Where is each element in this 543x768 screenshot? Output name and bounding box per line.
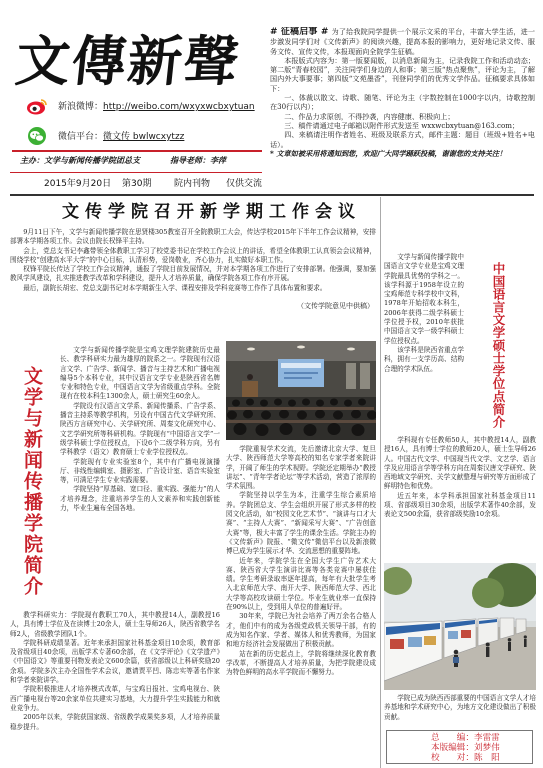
masters-paragraph: 该学科是陕西省重点学科，拥有一支学历高、结构合理的学术队伍。: [384, 345, 464, 373]
issue-number: 第30期: [122, 179, 152, 189]
host-organization: 主办：文学与新闻传播学院团总支: [20, 156, 140, 165]
weibo-logo-icon: [26, 97, 48, 115]
wechat-account: 微文传 bwlwcxytzz: [103, 132, 185, 142]
call-rule: 二、作品力求原创，不得抄袭，内容健康、积极向上；: [284, 111, 455, 121]
credits-box: [386, 730, 533, 764]
host-divider: [10, 172, 262, 173]
lead-paragraph: 9月11日下午，文学与新闻传播学院在思贤楼305教室召开全院教职工大会，传达学校2015年下半年工作会议精神，安排部署本学期各项工作。会议由院长权锋平主持。: [10, 228, 376, 246]
page-editor: 本版编辑：刘梦伟: [431, 743, 500, 754]
intro-paragraph: 学院坚持以学生为本，注重学生综合素质培养。学院团总支、学生会组织开展了形式多样的校园文化活动，如“校园文化艺术节”、“演讲与口才大赛”、“主持人大赛”、“新闻采写大赛”、“广告创意大赛”等，极大丰富了学生的课余生活。学院主办的《文传新声》院报、“微文传”微信平台以及新浪微博已成为学生展示才华、交流思想的重要阵地。: [226, 491, 376, 556]
masters-intro-bottom: [384, 694, 536, 728]
college-intro-title: 文学与新闻传播学院简介: [21, 366, 43, 597]
intro-paragraph: 学院重视学术交流，先后邀请北京大学、复旦大学、陕西师范大学等高校的知名专家学者来院讲学，开阔了师生的学术视野。学院还定期举办“教授讲坛”、“青年学者论坛”等学术活动，营造了浓厚的学术氛围。: [226, 445, 376, 491]
masters-paragraph: 近五年来，本学科承担国家社科基金项目11项、省部级项目30余项，出版学术著作40余部，发表论文500余篇，获省部级奖励10余项。: [384, 491, 536, 519]
intro-paragraph: 学院现有专业实验室8个，其中有广播电视演播厅、非线性编辑室、摄影室、广告设计室、语音实验室等，可满足学生专业实践需要。: [60, 457, 220, 485]
masters-intro-title: 中国语言文学硕士学位点简介: [491, 262, 506, 429]
intro-paragraph: 教学科研实力：学院现有教职工70人，其中教授14人，副教授16人，具有博士学位及在读博士20余人，硕士生导师26人，陕西省教学名师2人，省级教学团队1个。: [10, 611, 220, 638]
issue-date: 2015年9月20日: [44, 179, 112, 189]
call-rule: 一、体裁以散文、诗歌、随笔、评论为主（字数控制在1000字以内，诗歌控制在30行以内）；: [270, 93, 535, 112]
weibo-label: 新浪微博：: [58, 102, 104, 112]
proofreader: 校 对：陈 阳: [431, 753, 500, 764]
call-sections: 本报版式内容为：第一版要闻版，以消息新闻为主，记录我院工作和活动动态；第二版“青春校园”，关注同学们身边的人和事；第三版“热点聚焦”，评论为主，了解国内外大事要事；第四版“文苑墨香”，刊登同学们的优秀文学作品。征稿要求具体如下：: [270, 55, 535, 93]
masthead-divider: [12, 150, 262, 152]
wechat-label: 微信平台：: [58, 132, 104, 142]
college-intro-column-b: [10, 611, 220, 765]
masters-paragraph: 学院已成为陕西西部重要的中国语言文学人才培养基地和学术研究中心，为地方文化建设做出了积极贡献。: [384, 694, 536, 721]
call-closing: * 文章如被采用将通知到您，欢迎广大同学踊跃投稿，谢谢您的支持关注！: [270, 148, 507, 158]
college-intro-column-c: [226, 445, 376, 765]
masters-intro-top: [384, 253, 464, 433]
intro-paragraph: 30年来，学院已为社会培养了两万余名合格人才，他们中有的成为各级党政机关领导干部，有的成为知名作家、学者、媒体人和优秀教师，为国家和地方经济社会发展做出了积极贡献。: [226, 612, 376, 649]
masters-intro-middle: [384, 436, 536, 560]
wechat-logo-icon: [27, 127, 47, 145]
intro-paragraph: 学院坚持“厚基础、宽口径、重实践、强能力”的人才培养理念，注重培养学生的人文素养和实践创新能力，毕业生遍布全国各地。: [60, 485, 220, 513]
issue-note: 仅供交流: [226, 179, 263, 189]
intro-paragraph: 学院科研成绩显著。近年来承担国家社科基金项目10余项，教育部及省级项目40余项，出版学术专著60余部，在《文学评论》《文学遗产》《中国语文》等重要刊物发表论文600余篇，获省部级以上科研奖励20余项。学院多次主办全国性学术会议，邀请贾平凹、陈忠实等著名作家和学者来院讲学。: [10, 638, 220, 685]
lead-paragraph: 会上，党总支书记李鑫带领全体教职工学习了校党委书记在学校工作会议上的讲话，希望全体教职工认真领会会议精神，围绕学校“创建高水平大学”的中心目标，认清形势，爱岗敬业，齐心协力，扎实做好本职工作。: [10, 246, 376, 264]
issue-type: 院内刊物: [174, 179, 211, 189]
weibo-line: [58, 101, 255, 113]
intro-paragraph: 文学与新闻传播学院是宝鸡文理学院建院历史最长、教学科研实力最为雄厚的院系之一。学院现有汉语言文学、广告学、新闻学、播音与主持艺术和广播电视编导5个本科专业，其中汉语言文学专业是陕西省名牌专业和特色专业，中国语言文学为省级重点学科。全院现有在校本科生1300余人，硕士研究生60余人。: [60, 346, 220, 401]
call-rule: 四、来稿请注明作者姓名、班级及联系方式，邮件主题：题目（班级+姓名+电话）。: [270, 130, 535, 149]
header-rule: [10, 194, 534, 196]
intro-paragraph: 近年来，学院学生在全国大学生广告艺术大赛、陕西省大学生演讲比赛等各类竞赛中屡获佳绩。学生考研录取率逐年提高，每年有大批学生考入北京师范大学、南开大学、陕西师范大学、西北大学等高校攻读硕士学位。毕业生就业率一直保持在90%以上，受到用人单位的普遍好评。: [226, 556, 376, 612]
lead-paragraph: 最后，副院长胡宏、党总支副书记对本学期新生入学、课程安排及学科竞赛等工作作了具体布置和要求。: [23, 283, 327, 292]
intro-paragraph: 站在新的历史起点上，学院将继续深化教育教学改革，不断提高人才培养质量，为把学院建设成为特色鲜明的高水平学院而不懈努力。: [226, 649, 376, 677]
intro-paragraph: 学院积极推进人才培养模式改革，与宝鸡日报社、宝鸡电视台、陕西广播电视台等20余家单位共建实习基地，大力提升学生实践能力和就业竞争力。: [10, 685, 220, 712]
wechat-line: [58, 131, 184, 143]
lead-paragraph: 权锋平院长传达了学校工作会议精神，通报了学院目前发展情况，并对本学期各项工作进行了安排部署。他强调，要加强教风学风建设，扎实推进教学改革和学科建设，提升人才培养质量，确保学院各项工作有序开展。: [10, 265, 376, 283]
call-rule: 三、稿件请通过电子邮箱以附件形式发送至 wxxwcbxytuan@163.com；: [284, 120, 520, 130]
college-intro-column-a: [60, 346, 220, 608]
meeting-photo: [226, 341, 376, 440]
call-title: # 征稿启事 #: [270, 27, 329, 37]
weibo-url: http://weibo.com/wxyxwcbxytuan: [103, 102, 255, 112]
exhibition-photo: [384, 563, 536, 690]
advisor: 指导老师：李萍: [170, 156, 226, 165]
lead-article-source: （文传学院意见中供稿）: [297, 302, 374, 310]
masters-paragraph: 学科现有专任教师50人，其中教授14人，副教授16人，具有博士学位的教师20人，硕士生导师26人。中国古代文学、中国现当代文学、文艺学、语言学及应用语言学等学科方向在周秦汉唐文学研究、陕西地域文学研究、关学文献整理与研究等方面形成了鲜明特色和优势。: [384, 436, 536, 491]
call-intro-text: 为了给我院同学提供一个展示文采的平台，丰富大学生活，进一步激发同学们对《文传新声》的阅读兴趣，提高本报的影响力，更好地记录文传、服务文传、宣传文传，本报现面向全院学生征稿。: [270, 27, 535, 56]
sidebar-divider: [380, 197, 381, 768]
call-intro: [270, 27, 535, 56]
lead-article-body: [10, 228, 376, 300]
chief-editor: 总 编：李雷雷: [431, 733, 500, 743]
masters-paragraph: 文学与新闻传播学院中国语言文学专业是宝鸡文理学院最具优势的学科之一。该学科源于1958年设立的宝鸡师范专科学校中文科，1978年开始招收本科生，2006年获得二级学科硕士学位授予权，2010年获批中国语言文学一级学科硕士学位授权点。: [384, 253, 464, 345]
intro-paragraph: 学院设有汉语言文学系、新闻传播系、广告学系、播音主持系等教学机构，另设有中国古代文学研究所、陕西方言研究中心、关学研究所、周秦文化研究中心、文艺学研究所等科研机构。学院现有“中国语言文学”一级学科硕士学位授权点，下设6个二级学科方向，另有学科教学（语文）教育硕士专业学位授权点。: [60, 401, 220, 457]
call-for-submissions: [270, 27, 535, 174]
masthead-title: 文傳新聲: [12, 29, 244, 93]
lead-headline: 文传学院召开新学期工作会议: [62, 202, 361, 222]
intro-paragraph: 2005年以来，学院获国家级、省级教学成果奖多项，人才培养质量稳步提升。: [10, 713, 220, 731]
